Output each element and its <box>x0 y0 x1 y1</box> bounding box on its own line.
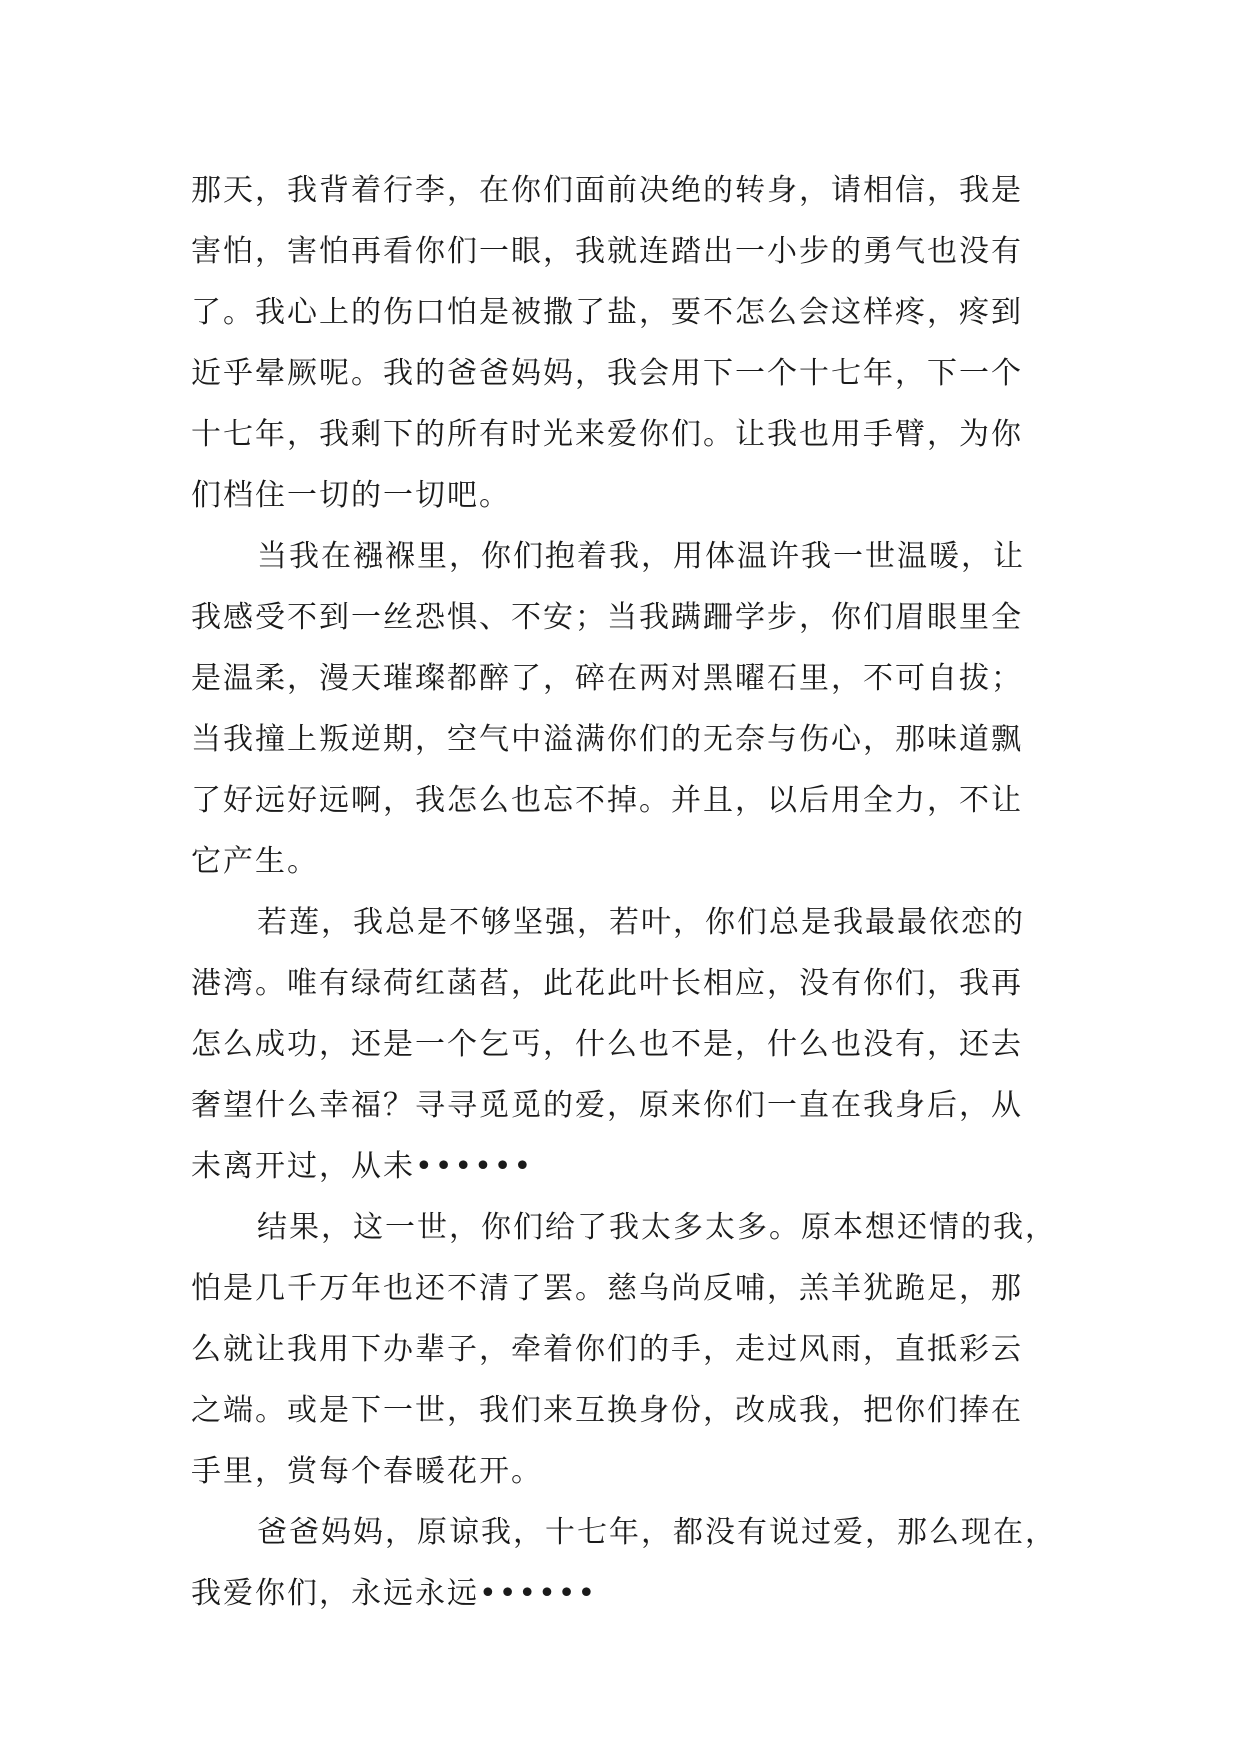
text-line: 是温柔，漫天璀璨都醉了，碎在两对黑曜石里，不可自拔； <box>191 661 1023 696</box>
text-line: 当我撞上叛逆期，空气中溢满你们的无奈与伤心，那味道飘 <box>191 722 1023 757</box>
text-line: 了好远好远啊，我怎么也忘不掉。并且，以后用全力，不让 <box>191 783 1023 818</box>
text-line: 港湾。唯有绿荷红菡萏，此花此叶长相应，没有你们，我再 <box>191 966 1023 1001</box>
text-line: 十七年，我剩下的所有时光来爱你们。让我也用手臂，为你 <box>191 417 1023 452</box>
text-line: 怕是几千万年也还不清了罢。慈乌尚反哺，羔羊犹跪足，那 <box>191 1271 1023 1306</box>
text-line: 怎么成功，还是一个乞丐，什么也不是，什么也没有，还去 <box>191 1027 1023 1062</box>
text-line: 它产生。 <box>191 844 319 879</box>
text-line: 我爱你们，永远永远•••••• <box>191 1576 598 1611</box>
text-line: 结果，这一世，你们给了我太多太多。原本想还情的我， <box>257 1210 1057 1245</box>
text-line: 手里，赏每个春暖花开。 <box>191 1454 543 1489</box>
paragraph-3 <box>191 892 1061 1197</box>
text-line: 了。我心上的伤口怕是被撒了盐，要不怎么会这样疼，疼到 <box>191 295 1023 330</box>
document-body <box>191 160 1061 1624</box>
text-line: 近乎晕厥呢。我的爸爸妈妈，我会用下一个十七年，下一个 <box>191 356 1023 391</box>
text-line: 我感受不到一丝恐惧、不安；当我蹒跚学步，你们眉眼里全 <box>191 600 1023 635</box>
text-line: 未离开过，从未•••••• <box>191 1149 534 1184</box>
text-line: 们档住一切的一切吧。 <box>191 478 511 513</box>
text-line: 当我在襁褓里，你们抱着我，用体温许我一世温暖，让 <box>257 539 1025 574</box>
paragraph-5 <box>191 1502 1061 1624</box>
paragraph-1 <box>191 160 1061 526</box>
text-line: 害怕，害怕再看你们一眼，我就连踏出一小步的勇气也没有 <box>191 234 1023 269</box>
text-line: 之端。或是下一世，我们来互换身份，改成我，把你们捧在 <box>191 1393 1023 1428</box>
text-line: 爸爸妈妈，原谅我，十七年，都没有说过爱，那么现在， <box>257 1515 1057 1550</box>
text-line: 奢望什么幸福？寻寻觅觅的爱，原来你们一直在我身后，从 <box>191 1088 1023 1123</box>
text-line: 那天，我背着行李，在你们面前决绝的转身，请相信，我是 <box>191 173 1023 208</box>
paragraph-4 <box>191 1197 1061 1502</box>
paragraph-2 <box>191 526 1061 892</box>
text-line: 么就让我用下办辈子，牵着你们的手，走过风雨，直抵彩云 <box>191 1332 1023 1367</box>
text-line: 若莲，我总是不够坚强，若叶，你们总是我最最依恋的 <box>257 905 1025 940</box>
